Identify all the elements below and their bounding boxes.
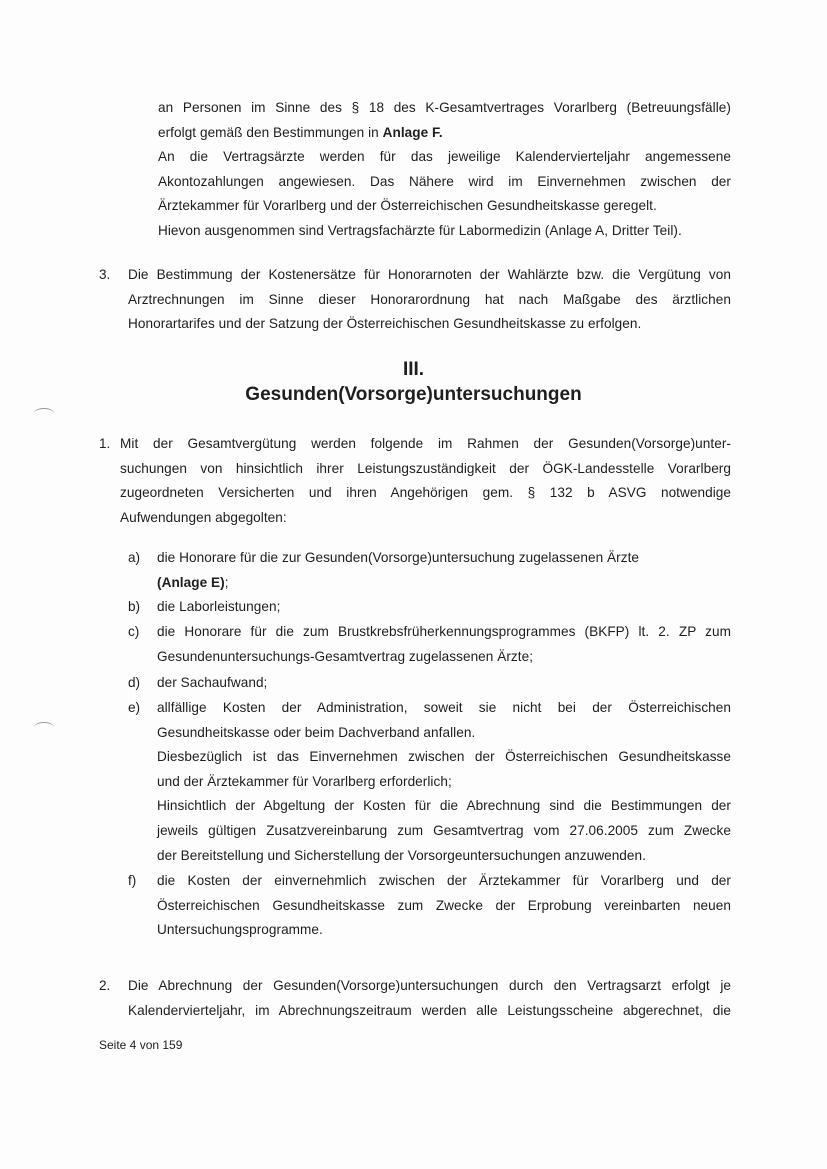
annex-reference: Anlage F. [382, 124, 443, 140]
punch-mark [34, 408, 54, 419]
subitem-f [157, 869, 731, 943]
subitem-label: c) [128, 624, 140, 639]
text-line: Gesundenuntersuchungs-Gesamtvertrag zugelassenen Ärzte; [157, 648, 534, 664]
text-line: An die Vertragsärzte werden für das jeweilige Kalendervierteljahr angemessene [158, 149, 731, 165]
text-line: allfällige Kosten der Administration, soweit sie nicht bei der Österreichischen [157, 700, 731, 715]
text-line: Die Bestimmung der Kostenersätze für Honorarnoten der Wahlärzte bzw. die Vergütung von [128, 267, 731, 282]
page-number: Seite 4 von 159 [99, 1038, 183, 1052]
subitem-d [157, 671, 731, 696]
section-title: Gesunden(Vorsorge)untersuchungen [245, 384, 582, 405]
annex-reference: (Anlage E) [157, 574, 225, 590]
text-line: suchungen von hinsichtlich ihrer Leistungszuständigkeit der ÖGK-Landesstelle Vorarlberg [120, 460, 731, 476]
text-line: Hievon ausgenommen sind Vertragsfachärzte für Labormedizin (Anlage A, Dritter Teil). [158, 222, 682, 238]
text-line: (Anlage E); [157, 574, 229, 590]
text-line: Ärztekammer für Vorarlberg und der Österreichischen Gesundheitskasse geregelt. [158, 198, 657, 214]
subitem-label: d) [128, 675, 141, 690]
text-line: erfolgt gemäß den Bestimmungen in Anlage F. [158, 124, 443, 140]
text-line: Mit der Gesamtvergütung werden folgende im Rahmen der Gesunden(Vorsorge)unter- [120, 436, 731, 451]
text-line: der Bereitstellung und Sicherstellung der Vorsorgeuntersuchungen anzuwenden. [157, 847, 646, 863]
subitem-label: e) [128, 700, 141, 715]
text-line: Arztrechnungen im Sinne dieser Honorarordnung hat nach Maßgabe des ärztlichen [128, 291, 731, 307]
text-line: Honorartarifes und der Satzung der Österreichischen Gesundheitskasse zu erfolgen. [128, 316, 642, 332]
section-number: III. [402, 359, 425, 380]
item-number: 2. [99, 978, 111, 993]
text-line: die Honorare für die zum Brustkrebsfrüherkennungsprogrammes (BKFP) lt. 2. ZP zum [157, 624, 731, 639]
text-line: Aufwendungen abgegolten: [120, 509, 287, 525]
subitem-label: a) [128, 550, 141, 565]
text-line: die Laborleistungen; [157, 599, 281, 614]
text-line: und der Ärztekammer für Vorarlberg erforderlich; [157, 773, 452, 789]
text-line: jeweils gültigen Zusatzvereinbarung zum Gesamtvertrag vom 27.06.2005 zum Zwecke [157, 822, 731, 838]
text-line: der Sachaufwand; [157, 675, 268, 690]
text-line: Gesundheitskasse oder beim Dachverband anfallen. [157, 724, 476, 740]
punch-mark [34, 722, 54, 733]
text-line: an Personen im Sinne des § 18 des K-Gesamtvertrages Vorarlberg (Betreuungsfälle) [158, 100, 731, 115]
subitem-c [157, 620, 731, 669]
text-line: Untersuchungsprogramme. [157, 922, 323, 938]
subitem-label: f) [128, 873, 137, 888]
item-number: 3. [99, 267, 111, 282]
subitem-b [157, 595, 731, 620]
subitem-e [157, 696, 731, 868]
continuation-paragraph [158, 96, 731, 244]
text-line: Kalendervierteljahr, im Abrechnungszeitraum werden alle Leistungsscheine abgerechnet, die [128, 1002, 731, 1018]
item-1-paragraph [120, 432, 731, 530]
item-number: 1. [99, 436, 111, 451]
text-line: Akontozahlungen angewiesen. Das Nähere wird im Einvernehmen zwischen der [158, 173, 731, 189]
text-line: Österreichischen Gesundheitskasse zum Zwecke der Erprobung vereinbarten neuen [157, 897, 731, 913]
text-line: Hinsichtlich der Abgeltung der Kosten für die Abrechnung sind die Bestimmungen der [157, 798, 731, 814]
text-line: die Kosten der einvernehmlich zwischen der Ärztekammer für Vorarlberg und der [157, 873, 731, 888]
subitem-a [157, 546, 731, 595]
text-line: Die Abrechnung der Gesunden(Vorsorge)untersuchungen durch den Vertragsarzt erfolgt je [128, 978, 731, 993]
item-3-paragraph [128, 263, 731, 337]
text-line: zugeordneten Versicherten und ihren Angehörigen gem. § 132 b ASVG notwendige [120, 485, 731, 501]
item-2-paragraph [128, 974, 731, 1023]
text-line: die Honorare für die zur Gesunden(Vorsorge)untersuchung zugelassenen Ärzte [157, 550, 640, 565]
subitem-label: b) [128, 599, 141, 614]
text-line: Diesbezüglich ist das Einvernehmen zwischen der Österreichischen Gesundheitskasse [157, 749, 731, 765]
